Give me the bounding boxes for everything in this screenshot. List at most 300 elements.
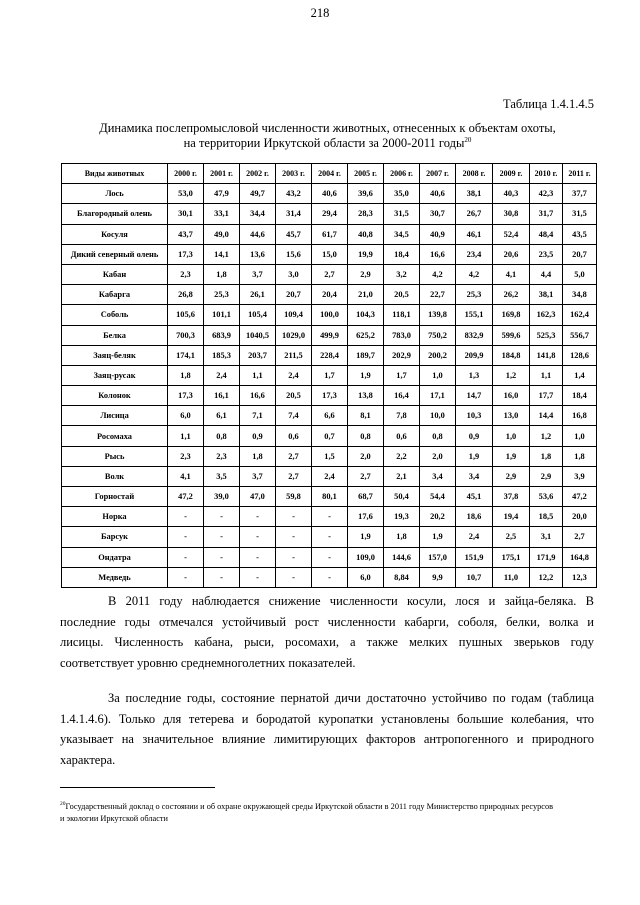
population-value-cell: 599,6 xyxy=(493,325,530,345)
population-value-cell: 20,2 xyxy=(420,507,456,527)
population-value-cell: - xyxy=(276,547,312,567)
population-value-cell: 17,7 xyxy=(530,386,563,406)
table-row xyxy=(62,446,597,466)
population-value-cell: 2,4 xyxy=(204,365,240,385)
population-value-cell: 16,0 xyxy=(493,386,530,406)
population-value-cell: 29,4 xyxy=(312,204,348,224)
population-value-cell: 14,1 xyxy=(204,244,240,264)
population-value-cell: 625,2 xyxy=(348,325,384,345)
species-name-cell: Кабарга xyxy=(62,285,168,305)
population-value-cell: 18,4 xyxy=(563,386,597,406)
population-value-cell: 162,4 xyxy=(563,305,597,325)
population-value-cell: 8,1 xyxy=(348,406,384,426)
population-value-cell: 35,0 xyxy=(384,184,420,204)
population-value-cell: 20,7 xyxy=(563,244,597,264)
population-value-cell: 4,2 xyxy=(456,264,493,284)
caption-line-2-text: на территории Иркутской области за 2000-2011 годы xyxy=(183,136,465,150)
species-name-cell: Лисица xyxy=(62,406,168,426)
population-value-cell: 1,8 xyxy=(563,446,597,466)
population-value-cell: - xyxy=(204,527,240,547)
population-value-cell: 700,3 xyxy=(168,325,204,345)
column-header-species: Виды животных xyxy=(62,164,168,184)
table-row xyxy=(62,567,597,587)
table-label: Таблица 1.4.1.4.5 xyxy=(503,97,594,111)
table-row xyxy=(62,264,597,284)
table-row xyxy=(62,386,597,406)
paragraph-2-line: За последние годы, состояние пернатой дичи достаточно устойчиво по годам (таблица xyxy=(108,691,594,705)
species-name-cell: Ондатра xyxy=(62,547,168,567)
population-value-cell: 45,7 xyxy=(276,224,312,244)
species-name-cell: Волк xyxy=(62,466,168,486)
population-value-cell: 499,9 xyxy=(312,325,348,345)
population-value-cell: 44,6 xyxy=(240,224,276,244)
population-value-cell: 16,8 xyxy=(563,406,597,426)
population-value-cell: 211,5 xyxy=(276,345,312,365)
population-value-cell: 30,8 xyxy=(493,204,530,224)
page-number: 218 xyxy=(310,6,330,20)
population-value-cell: 128,6 xyxy=(563,345,597,365)
population-value-cell: 16,6 xyxy=(240,386,276,406)
population-value-cell: 39,6 xyxy=(348,184,384,204)
population-value-cell: 1,8 xyxy=(384,527,420,547)
population-value-cell: 43,5 xyxy=(563,224,597,244)
table-row xyxy=(62,325,597,345)
population-value-cell: 3,2 xyxy=(384,264,420,284)
population-value-cell: 1,9 xyxy=(348,365,384,385)
population-value-cell: 2,7 xyxy=(276,466,312,486)
species-name-cell: Заяц-беляк xyxy=(62,345,168,365)
population-value-cell: 30,1 xyxy=(168,204,204,224)
population-value-cell: 1,4 xyxy=(563,365,597,385)
population-value-cell: - xyxy=(204,547,240,567)
paragraph-population-trends xyxy=(60,591,594,673)
population-value-cell: 556,7 xyxy=(563,325,597,345)
population-value-cell: 1,9 xyxy=(348,527,384,547)
column-header-year: 2010 г. xyxy=(530,164,563,184)
population-value-cell: 2,7 xyxy=(312,264,348,284)
population-value-cell: 17,3 xyxy=(312,386,348,406)
population-value-cell: - xyxy=(312,567,348,587)
population-value-cell: 783,0 xyxy=(384,325,420,345)
population-value-cell: 20,6 xyxy=(493,244,530,264)
population-value-cell: 54,4 xyxy=(420,487,456,507)
animal-population-table xyxy=(61,163,597,588)
population-value-cell: 2,5 xyxy=(493,527,530,547)
species-name-cell: Кабан xyxy=(62,264,168,284)
population-value-cell: 10,7 xyxy=(456,567,493,587)
population-value-cell: 3,4 xyxy=(456,466,493,486)
population-value-cell: 13,8 xyxy=(348,386,384,406)
population-value-cell: 3,7 xyxy=(240,264,276,284)
population-value-cell: 2,4 xyxy=(276,365,312,385)
population-value-cell: 184,8 xyxy=(493,345,530,365)
population-value-cell: 10,3 xyxy=(456,406,493,426)
population-value-cell: 0,8 xyxy=(204,426,240,446)
paragraph-2-line: указывает на значительное влияние лимитирующих факторов антропогенного и природного xyxy=(60,732,594,747)
table-row xyxy=(62,547,597,567)
population-value-cell: 1,8 xyxy=(204,264,240,284)
population-value-cell: 49,0 xyxy=(204,224,240,244)
population-value-cell: 6,0 xyxy=(348,567,384,587)
population-value-cell: 141,8 xyxy=(530,345,563,365)
population-value-cell: 16,1 xyxy=(204,386,240,406)
population-value-cell: 26,7 xyxy=(456,204,493,224)
population-value-cell: 40,8 xyxy=(348,224,384,244)
population-value-cell: 40,6 xyxy=(312,184,348,204)
population-value-cell: 18,6 xyxy=(456,507,493,527)
population-value-cell: 164,8 xyxy=(563,547,597,567)
population-value-cell: 38,1 xyxy=(456,184,493,204)
population-value-cell: 40,3 xyxy=(493,184,530,204)
population-value-cell: 7,4 xyxy=(276,406,312,426)
population-value-cell: 209,9 xyxy=(456,345,493,365)
population-value-cell: 200,2 xyxy=(420,345,456,365)
population-value-cell: 4,4 xyxy=(530,264,563,284)
population-value-cell: 7,8 xyxy=(384,406,420,426)
population-value-cell: 49,7 xyxy=(240,184,276,204)
caption-line-1: Динамика послепромысловой численности животных, отнесенных к объектам охоты, xyxy=(99,121,556,135)
population-value-cell: 105,4 xyxy=(240,305,276,325)
population-value-cell: 21,0 xyxy=(348,285,384,305)
population-value-cell: - xyxy=(204,507,240,527)
caption-line-2 xyxy=(60,136,595,151)
population-value-cell: - xyxy=(168,527,204,547)
table-row xyxy=(62,426,597,446)
population-value-cell: 1,2 xyxy=(530,426,563,446)
species-name-cell: Белка xyxy=(62,325,168,345)
population-value-cell: - xyxy=(312,527,348,547)
population-value-cell: 0,7 xyxy=(312,426,348,446)
population-value-cell: 169,8 xyxy=(493,305,530,325)
population-value-cell: 43,2 xyxy=(276,184,312,204)
population-value-cell: - xyxy=(168,567,204,587)
column-header-year: 2008 г. xyxy=(456,164,493,184)
population-value-cell: 203,7 xyxy=(240,345,276,365)
population-value-cell: 1,8 xyxy=(240,446,276,466)
population-value-cell: 50,4 xyxy=(384,487,420,507)
paragraph-game-birds xyxy=(60,688,594,770)
population-value-cell: 1,2 xyxy=(493,365,530,385)
species-name-cell: Благородный олень xyxy=(62,204,168,224)
footnote xyxy=(60,801,600,826)
population-value-cell: 0,6 xyxy=(276,426,312,446)
population-value-cell: 2,9 xyxy=(348,264,384,284)
population-value-cell: 19,4 xyxy=(493,507,530,527)
population-value-cell: 13,0 xyxy=(493,406,530,426)
column-header-year: 2000 г. xyxy=(168,164,204,184)
species-name-cell: Колонок xyxy=(62,386,168,406)
population-value-cell: 40,6 xyxy=(420,184,456,204)
population-value-cell: 104,3 xyxy=(348,305,384,325)
population-value-cell: 39,0 xyxy=(204,487,240,507)
population-value-cell: - xyxy=(276,567,312,587)
population-value-cell: 15,6 xyxy=(276,244,312,264)
population-value-cell: 2,3 xyxy=(168,446,204,466)
population-value-cell: 19,3 xyxy=(384,507,420,527)
species-name-cell: Рысь xyxy=(62,446,168,466)
population-value-cell: 3,7 xyxy=(240,466,276,486)
population-value-cell: 1,5 xyxy=(312,446,348,466)
population-value-cell: 2,4 xyxy=(456,527,493,547)
footnote-line-2: и экологии Иркутской области xyxy=(60,814,168,824)
population-value-cell: 6,0 xyxy=(168,406,204,426)
population-value-cell: - xyxy=(312,507,348,527)
column-header-year: 2005 г. xyxy=(348,164,384,184)
population-value-cell: 171,9 xyxy=(530,547,563,567)
population-value-cell: 0,8 xyxy=(420,426,456,446)
column-header-year: 2009 г. xyxy=(493,164,530,184)
population-value-cell: 1,9 xyxy=(456,446,493,466)
population-value-cell: 174,1 xyxy=(168,345,204,365)
population-value-cell: 3,0 xyxy=(276,264,312,284)
population-value-cell: 23,5 xyxy=(530,244,563,264)
population-value-cell: 1,1 xyxy=(530,365,563,385)
population-value-cell: 1,1 xyxy=(240,365,276,385)
population-value-cell: 144,6 xyxy=(384,547,420,567)
population-value-cell: 6,6 xyxy=(312,406,348,426)
species-name-cell: Косуля xyxy=(62,224,168,244)
population-value-cell: 34,8 xyxy=(563,285,597,305)
population-value-cell: - xyxy=(276,527,312,547)
paragraph-2-line: 1.4.1.4.6). Только для тетерева и бородатой куропатки установлены большие колебания, что xyxy=(60,711,594,726)
table-row xyxy=(62,527,597,547)
table-row xyxy=(62,365,597,385)
population-value-cell: 100,0 xyxy=(312,305,348,325)
population-value-cell: 68,7 xyxy=(348,487,384,507)
population-value-cell: 20,7 xyxy=(276,285,312,305)
table-row xyxy=(62,244,597,264)
footnote-number: 20 xyxy=(60,801,66,808)
population-value-cell: 30,7 xyxy=(420,204,456,224)
population-value-cell: 37,8 xyxy=(493,487,530,507)
species-name-cell: Лось xyxy=(62,184,168,204)
paragraph-1-line: соответствует уровню среднемноголетних показателей. xyxy=(60,655,356,670)
population-value-cell: 16,4 xyxy=(384,386,420,406)
population-value-cell: 2,0 xyxy=(348,446,384,466)
population-value-cell: 9,9 xyxy=(420,567,456,587)
population-value-cell: 109,4 xyxy=(276,305,312,325)
population-value-cell: 38,1 xyxy=(530,285,563,305)
population-value-cell: 18,5 xyxy=(530,507,563,527)
column-header-year: 2003 г. xyxy=(276,164,312,184)
table-caption xyxy=(60,121,595,151)
species-name-cell: Заяц-русак xyxy=(62,365,168,385)
population-value-cell: 1,9 xyxy=(420,527,456,547)
table-row xyxy=(62,224,597,244)
population-value-cell: 2,0 xyxy=(420,446,456,466)
population-value-cell: 4,1 xyxy=(493,264,530,284)
population-value-cell: 109,0 xyxy=(348,547,384,567)
population-value-cell: 2,9 xyxy=(530,466,563,486)
population-value-cell: 0,8 xyxy=(348,426,384,446)
population-value-cell: 23,4 xyxy=(456,244,493,264)
population-value-cell: 31,5 xyxy=(563,204,597,224)
population-value-cell: 12,3 xyxy=(563,567,597,587)
population-value-cell: 5,0 xyxy=(563,264,597,284)
population-value-cell: - xyxy=(204,567,240,587)
population-value-cell: 2,7 xyxy=(563,527,597,547)
caption-footnote-ref: 20 xyxy=(464,135,472,144)
population-value-cell: 3,9 xyxy=(563,466,597,486)
population-value-cell: 0,9 xyxy=(456,426,493,446)
footnote-text-1: Государственный доклад о состоянии и об охране окружающей среды Иркутской области в 2011 году Министерство природных ресурсов xyxy=(65,802,554,811)
paragraph-1-line: последние годы отмечался устойчивый рост численности кабарги, соболя, белки, волка и xyxy=(60,614,594,629)
population-value-cell: 13,6 xyxy=(240,244,276,264)
species-name-cell: Горностай xyxy=(62,487,168,507)
population-value-cell: 1029,0 xyxy=(276,325,312,345)
population-value-cell: 20,5 xyxy=(276,386,312,406)
population-value-cell: 31,7 xyxy=(530,204,563,224)
population-value-cell: - xyxy=(240,567,276,587)
population-value-cell: 2,4 xyxy=(312,466,348,486)
table-row xyxy=(62,285,597,305)
population-value-cell: 139,8 xyxy=(420,305,456,325)
paragraph-1-line: лисицы. Численность кабана, рыси, росомахи, а также мелких пушных зверьков году xyxy=(60,635,594,650)
population-value-cell: 61,7 xyxy=(312,224,348,244)
population-value-cell: 683,9 xyxy=(204,325,240,345)
population-value-cell: 25,3 xyxy=(456,285,493,305)
population-value-cell: 7,1 xyxy=(240,406,276,426)
table-row xyxy=(62,184,597,204)
column-header-year: 2002 г. xyxy=(240,164,276,184)
population-value-cell: 118,1 xyxy=(384,305,420,325)
population-value-cell: 18,4 xyxy=(384,244,420,264)
population-value-cell: 20,4 xyxy=(312,285,348,305)
species-name-cell: Норка xyxy=(62,507,168,527)
population-value-cell: 1,3 xyxy=(456,365,493,385)
population-value-cell: 17,1 xyxy=(420,386,456,406)
table-row xyxy=(62,305,597,325)
species-name-cell: Росомаха xyxy=(62,426,168,446)
population-value-cell: 175,1 xyxy=(493,547,530,567)
population-value-cell: 31,5 xyxy=(384,204,420,224)
table-row xyxy=(62,487,597,507)
population-value-cell: 46,1 xyxy=(456,224,493,244)
population-value-cell: 20,5 xyxy=(384,285,420,305)
paragraph-2-line: характера. xyxy=(60,752,116,767)
population-value-cell: 17,3 xyxy=(168,386,204,406)
population-value-cell: 525,3 xyxy=(530,325,563,345)
column-header-year: 2006 г. xyxy=(384,164,420,184)
population-value-cell: 2,9 xyxy=(493,466,530,486)
column-header-year: 2004 г. xyxy=(312,164,348,184)
population-value-cell: 47,2 xyxy=(563,487,597,507)
population-value-cell: 47,0 xyxy=(240,487,276,507)
table-body xyxy=(62,184,597,588)
population-value-cell: 17,6 xyxy=(348,507,384,527)
population-value-cell: 3,1 xyxy=(530,527,563,547)
species-name-cell: Медведь xyxy=(62,567,168,587)
population-value-cell: 20,0 xyxy=(563,507,597,527)
population-value-cell: 162,3 xyxy=(530,305,563,325)
population-value-cell: 14,4 xyxy=(530,406,563,426)
population-value-cell: 1,1 xyxy=(168,426,204,446)
population-value-cell: 189,7 xyxy=(348,345,384,365)
paragraph-1-line: В 2011 году наблюдается снижение численности косули, лося и зайца-беляка. В xyxy=(108,594,594,608)
population-value-cell: - xyxy=(240,507,276,527)
population-value-cell: 6,1 xyxy=(204,406,240,426)
population-value-cell: - xyxy=(240,547,276,567)
population-value-cell: 1040,5 xyxy=(240,325,276,345)
population-value-cell: 26,8 xyxy=(168,285,204,305)
footnote-line-1 xyxy=(60,801,600,813)
table-header-row xyxy=(62,164,597,184)
population-value-cell: - xyxy=(240,527,276,547)
population-value-cell: 40,9 xyxy=(420,224,456,244)
population-value-cell: 1,8 xyxy=(168,365,204,385)
population-value-cell: 105,6 xyxy=(168,305,204,325)
population-value-cell: 59,8 xyxy=(276,487,312,507)
population-value-cell: 28,3 xyxy=(348,204,384,224)
species-name-cell: Барсук xyxy=(62,527,168,547)
population-value-cell: 43,7 xyxy=(168,224,204,244)
table-row xyxy=(62,406,597,426)
population-value-cell: 15,0 xyxy=(312,244,348,264)
population-value-cell: 2,3 xyxy=(168,264,204,284)
population-value-cell: 37,7 xyxy=(563,184,597,204)
population-value-cell: 12,2 xyxy=(530,567,563,587)
population-value-cell: 25,3 xyxy=(204,285,240,305)
population-value-cell: 16,6 xyxy=(420,244,456,264)
population-value-cell: 47,2 xyxy=(168,487,204,507)
population-value-cell: 832,9 xyxy=(456,325,493,345)
species-name-cell: Соболь xyxy=(62,305,168,325)
column-header-year: 2001 г. xyxy=(204,164,240,184)
population-value-cell: 8,84 xyxy=(384,567,420,587)
population-value-cell: 34,5 xyxy=(384,224,420,244)
population-value-cell: 750,2 xyxy=(420,325,456,345)
population-value-cell: 228,4 xyxy=(312,345,348,365)
population-value-cell: 2,2 xyxy=(384,446,420,466)
population-value-cell: 19,9 xyxy=(348,244,384,264)
population-value-cell: 1,0 xyxy=(563,426,597,446)
population-value-cell: 1,0 xyxy=(493,426,530,446)
column-header-year: 2007 г. xyxy=(420,164,456,184)
population-value-cell: 202,9 xyxy=(384,345,420,365)
population-value-cell: 33,1 xyxy=(204,204,240,224)
population-value-cell: 42,3 xyxy=(530,184,563,204)
population-value-cell: 1,7 xyxy=(384,365,420,385)
population-value-cell: 10,0 xyxy=(420,406,456,426)
population-value-cell: 185,3 xyxy=(204,345,240,365)
population-value-cell: 151,9 xyxy=(456,547,493,567)
population-value-cell: 4,2 xyxy=(420,264,456,284)
population-value-cell: 80,1 xyxy=(312,487,348,507)
population-value-cell: 2,7 xyxy=(348,466,384,486)
population-value-cell: 17,3 xyxy=(168,244,204,264)
population-value-cell: 1,0 xyxy=(420,365,456,385)
population-value-cell: 1,9 xyxy=(493,446,530,466)
population-value-cell: 53,6 xyxy=(530,487,563,507)
footnote-separator xyxy=(60,787,215,788)
table-row xyxy=(62,507,597,527)
population-value-cell: 34,4 xyxy=(240,204,276,224)
population-value-cell: 52,4 xyxy=(493,224,530,244)
population-value-cell: 14,7 xyxy=(456,386,493,406)
population-value-cell: 2,1 xyxy=(384,466,420,486)
population-value-cell: 47,9 xyxy=(204,184,240,204)
population-value-cell: 53,0 xyxy=(168,184,204,204)
population-value-cell: 2,3 xyxy=(204,446,240,466)
population-value-cell: 155,1 xyxy=(456,305,493,325)
population-value-cell: - xyxy=(312,547,348,567)
population-value-cell: - xyxy=(276,507,312,527)
population-value-cell: 157,0 xyxy=(420,547,456,567)
population-value-cell: 22,7 xyxy=(420,285,456,305)
table-row xyxy=(62,466,597,486)
population-value-cell: 3,4 xyxy=(420,466,456,486)
population-value-cell: 26,1 xyxy=(240,285,276,305)
